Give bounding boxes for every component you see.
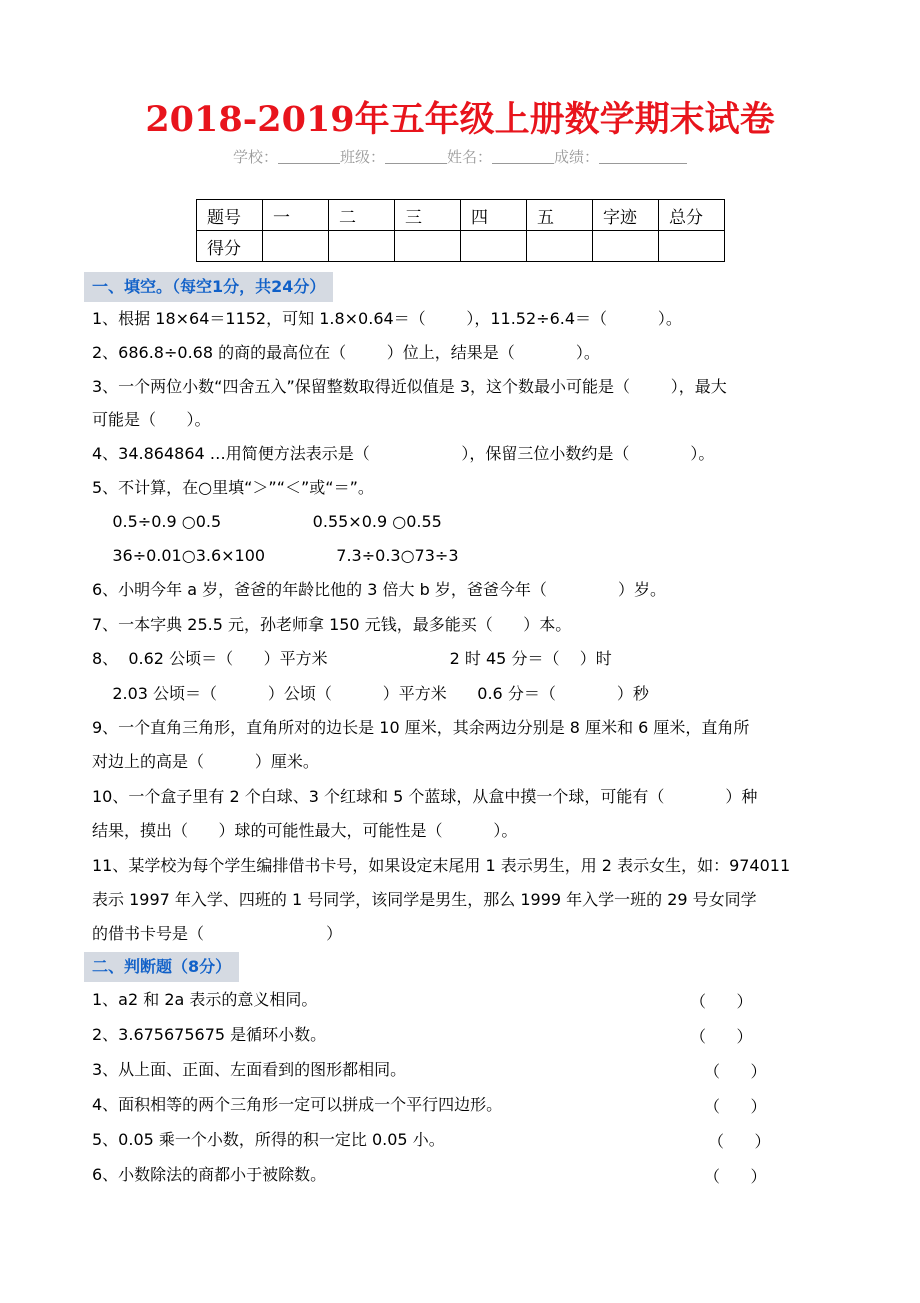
school-label: 学校： <box>232 148 278 166</box>
score-input-cell[interactable] <box>263 231 329 262</box>
question-line: 2.03 公顷＝（ ）公顷（ ）平方米 0.6 分＝（ ）秒 <box>92 684 649 703</box>
question-line: 的借书卡号是（ ） <box>92 924 343 943</box>
name-label: 姓名： <box>447 148 493 166</box>
answer-paren[interactable]: （ ） <box>690 1027 753 1046</box>
table-cell: 四 <box>461 200 527 231</box>
question-line: 结果，摸出（ ）球的可能性最大，可能性是（ ）。 <box>92 821 518 840</box>
table-cell: 五 <box>527 200 593 231</box>
table-cell: 总分 <box>659 200 725 231</box>
table-cell: 字迹 <box>593 200 659 231</box>
score-table <box>196 199 725 262</box>
name-blank[interactable] <box>492 149 554 164</box>
answer-paren[interactable]: （ ） <box>704 1097 767 1116</box>
question-line: 10、一个盒子里有 2 个白球、3 个红球和 5 个蓝球，从盒中摸一个球，可能有（ ）种 <box>92 787 758 806</box>
judgment-item: 4、面积相等的两个三角形一定可以拼成一个平行四边形。 <box>92 1095 503 1114</box>
question-line: 4、34.864864 …用简便方法表示是（ ），保留三位小数约是（ ）。 <box>92 444 715 463</box>
class-label: 班级： <box>339 148 385 166</box>
question-line: 11、某学校为每个学生编排借书卡号，如果设定末尾用 1 表示男生，用 2 表示女生，如：974011 <box>92 856 791 875</box>
answer-paren[interactable]: （ ） <box>690 992 753 1011</box>
question-line: 对边上的高是（ ）厘米。 <box>92 752 319 771</box>
question-line: 8、 0.62 公顷＝（ ）平方米 2 时 45 分＝（ ）时 <box>92 649 612 668</box>
answer-paren[interactable]: （ ） <box>708 1132 771 1151</box>
question-line: 5、不计算，在○里填“＞”“＜”或“＝”。 <box>92 478 374 497</box>
score-blank[interactable] <box>599 149 687 164</box>
question-line: 1、根据 18×64＝1152，可知 1.8×0.64＝（ ），11.52÷6.4＝（ ）。 <box>92 309 682 328</box>
score-table-score-row <box>197 231 725 262</box>
page-title: 2018-2019年五年级上册数学期末试卷 <box>145 99 775 140</box>
school-blank[interactable] <box>278 149 340 164</box>
score-input-cell[interactable] <box>329 231 395 262</box>
table-cell: 题号 <box>197 200 263 231</box>
judgment-item: 2、3.675675675 是循环小数。 <box>92 1025 327 1044</box>
judgment-item: 5、0.05 乘一个小数，所得的积一定比 0.05 小。 <box>92 1130 445 1149</box>
judgment-item: 3、从上面、正面、左面看到的图形都相同。 <box>92 1060 407 1079</box>
score-label: 成绩： <box>554 148 600 166</box>
table-cell: 二 <box>329 200 395 231</box>
score-table-header-row <box>197 200 725 231</box>
table-cell: 三 <box>395 200 461 231</box>
score-input-cell[interactable] <box>659 231 725 262</box>
judgment-item: 6、小数除法的商都小于被除数。 <box>92 1165 327 1184</box>
answer-paren[interactable]: （ ） <box>704 1167 767 1186</box>
question-line: 0.5÷0.9 ○0.5 0.55×0.9 ○0.55 <box>92 512 442 531</box>
question-line: 6、小明今年 a 岁，爸爸的年龄比他的 3 倍大 b 岁，爸爸今年（ ）岁。 <box>92 580 667 599</box>
judgment-item: 1、a2 和 2a 表示的意义相同。 <box>92 990 318 1009</box>
question-line: 可能是（ ）。 <box>92 410 211 429</box>
section-heading-true-false: 二、判断题（8分） <box>84 952 239 982</box>
score-input-cell[interactable] <box>395 231 461 262</box>
class-blank[interactable] <box>385 149 447 164</box>
student-info-line <box>0 146 920 167</box>
score-input-cell[interactable] <box>527 231 593 262</box>
score-input-cell[interactable] <box>461 231 527 262</box>
question-line: 2、686.8÷0.68 的商的最高位在（ ）位上，结果是（ ）。 <box>92 343 600 362</box>
question-line: 表示 1997 年入学、四班的 1 号同学，该同学是男生，那么 1999 年入学一班的 29 号女同学 <box>92 890 757 909</box>
score-input-cell[interactable] <box>593 231 659 262</box>
question-line: 36÷0.01○3.6×100 7.3÷0.3○73÷3 <box>92 546 459 565</box>
question-line: 7、一本字典 25.5 元，孙老师拿 150 元钱，最多能买（ ）本。 <box>92 615 572 634</box>
answer-paren[interactable]: （ ） <box>704 1062 767 1081</box>
table-cell: 得分 <box>197 231 263 262</box>
table-cell: 一 <box>263 200 329 231</box>
section-heading-fill-in: 一、填空。（每空1分，共24分） <box>84 272 333 302</box>
question-line: 9、一个直角三角形，直角所对的边长是 10 厘米，其余两边分别是 8 厘米和 6 厘米，直角所 <box>92 718 750 737</box>
question-line: 3、一个两位小数“四舍五入”保留整数取得近似值是 3，这个数最小可能是（ ），最大 <box>92 377 727 396</box>
